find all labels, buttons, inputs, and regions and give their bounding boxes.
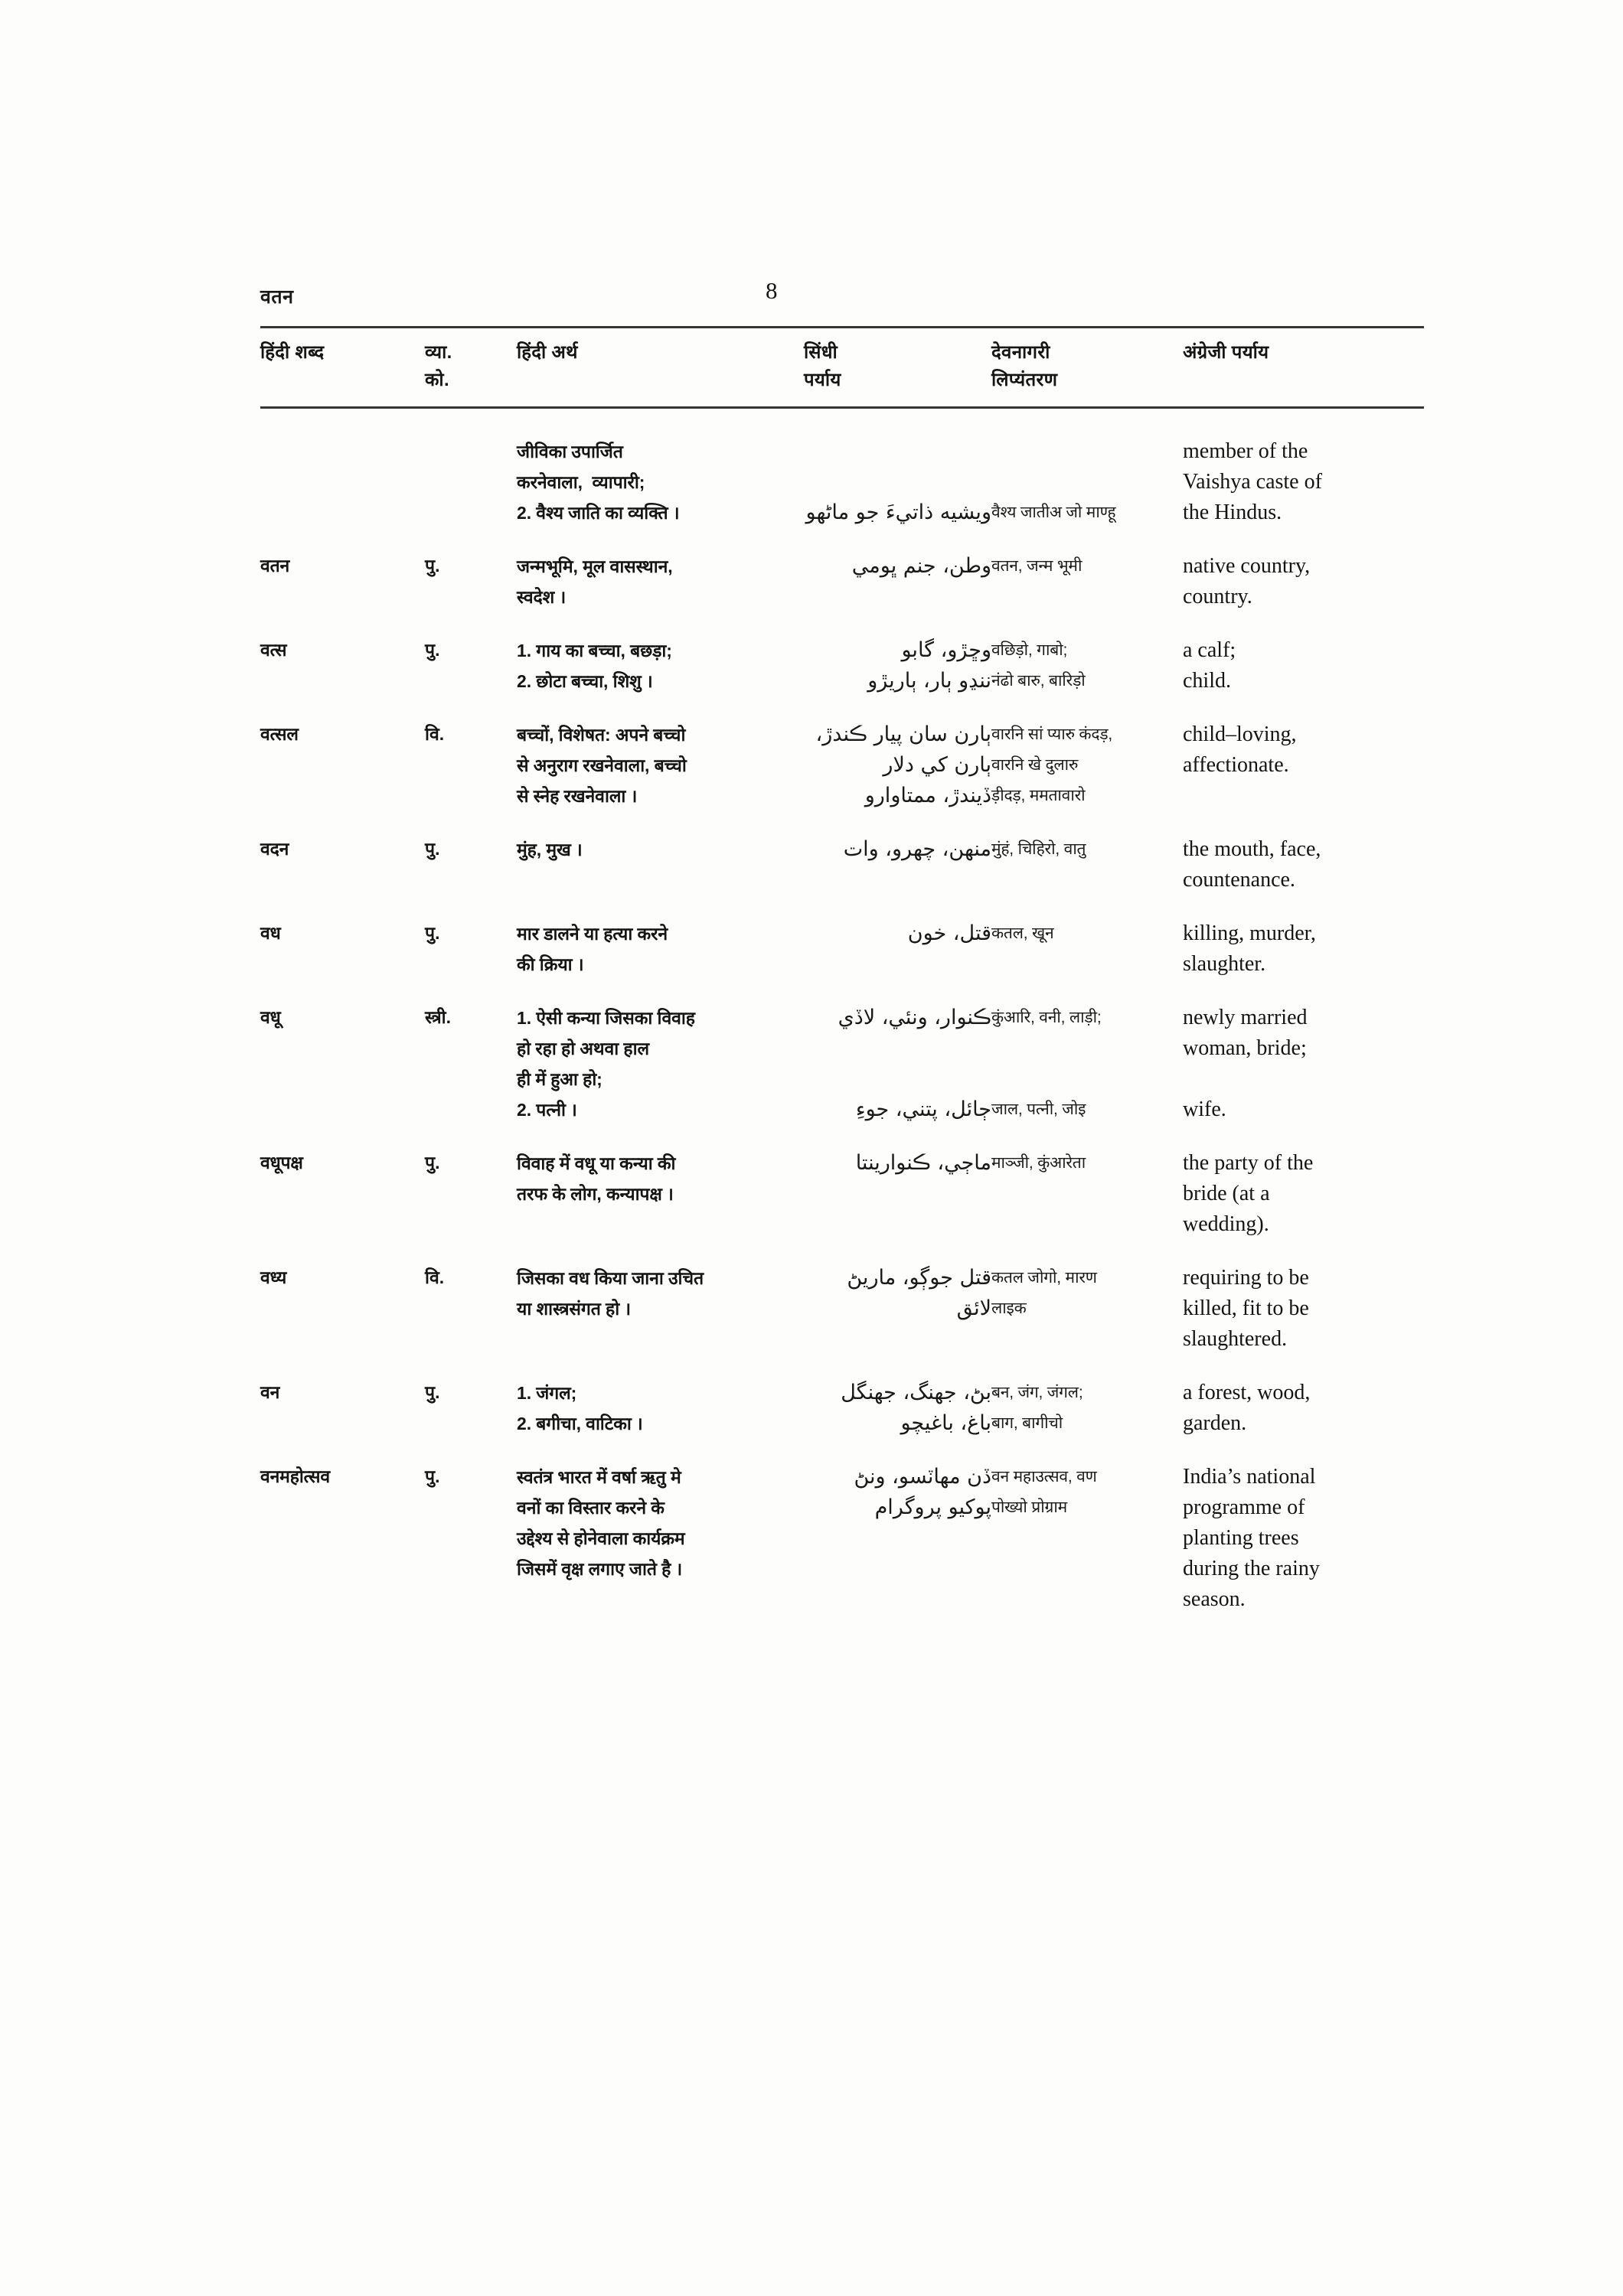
entry-sindhi-equivalent bbox=[804, 1003, 991, 1125]
entry-english-equivalent bbox=[1183, 1263, 1424, 1355]
entry-headword bbox=[260, 436, 425, 465]
meaning-line: या शास्त्रसंगत हो । bbox=[517, 1299, 632, 1319]
sindhi-line: وطن، جنم ڀومي bbox=[851, 554, 991, 578]
english-line: season. bbox=[1183, 1587, 1246, 1611]
entry-hindi-meaning bbox=[517, 635, 804, 696]
entry-hindi-meaning bbox=[517, 1003, 804, 1125]
devanagari-line: वतन, जन्म भूमी bbox=[991, 557, 1083, 575]
english-line: member of the bbox=[1183, 439, 1308, 463]
sindhi-line: ڪنوار، ونئي، لاڏي bbox=[838, 1006, 991, 1029]
meaning-line: स्वतंत्र भारत में वर्षा ऋतु मे bbox=[517, 1467, 681, 1487]
english-line: affectionate. bbox=[1183, 753, 1289, 777]
column-header-sindhi: सिंधी पर्याय bbox=[804, 342, 841, 390]
entry-devanagari-transliteration bbox=[991, 1003, 1183, 1125]
entry-hindi-meaning bbox=[517, 1462, 804, 1584]
meaning-line: जिसमें वृक्ष लगाए जाते है । bbox=[517, 1559, 683, 1579]
dictionary-entry bbox=[260, 1462, 1424, 1615]
entry-hindi-meaning bbox=[517, 719, 804, 811]
entry-devanagari-transliteration bbox=[991, 918, 1183, 949]
devanagari-line: वैश्य जातीअ जो माण्हू bbox=[991, 504, 1116, 521]
entry-headword: वध bbox=[260, 923, 281, 943]
entry-headword: वदन bbox=[260, 839, 289, 859]
entry-english-equivalent bbox=[1183, 1462, 1424, 1615]
meaning-line: वनों का विस्तार करने के bbox=[517, 1498, 665, 1518]
running-head bbox=[260, 277, 1424, 325]
page-content bbox=[260, 277, 1424, 1638]
english-line: the party of the bbox=[1183, 1151, 1314, 1175]
sindhi-line bbox=[804, 1033, 991, 1064]
catchword: वतन bbox=[260, 286, 294, 308]
dictionary-entry-list bbox=[260, 409, 1424, 1615]
table-header-row bbox=[260, 328, 1424, 402]
sindhi-line bbox=[804, 1064, 991, 1094]
english-line: the mouth, face, bbox=[1183, 837, 1321, 861]
entry-english-equivalent bbox=[1183, 436, 1424, 528]
entry-devanagari-transliteration bbox=[991, 1148, 1183, 1179]
dictionary-entry bbox=[260, 551, 1424, 612]
dictionary-entry bbox=[260, 1148, 1424, 1240]
entry-sindhi-equivalent bbox=[804, 719, 991, 811]
english-line: the Hindus. bbox=[1183, 501, 1282, 524]
page-number: 8 bbox=[766, 277, 778, 304]
devanagari-line: कतल जोगो, मारण bbox=[991, 1269, 1097, 1287]
entry-sindhi-equivalent bbox=[804, 1148, 991, 1179]
english-line: slaughter. bbox=[1183, 952, 1266, 976]
header-rule-top bbox=[260, 326, 1424, 328]
entry-english-equivalent bbox=[1183, 551, 1424, 612]
meaning-line: से अनुराग रखनेवाला, बच्चो bbox=[517, 755, 687, 775]
english-line: garden. bbox=[1183, 1411, 1247, 1435]
entry-headword: वधू bbox=[260, 1007, 281, 1027]
entry-english-equivalent bbox=[1183, 719, 1424, 781]
meaning-line: 1. जंगल; bbox=[517, 1383, 577, 1403]
entry-headword: वतन bbox=[260, 556, 290, 576]
entry-headword: वनमहोत्सव bbox=[260, 1466, 330, 1486]
entry-headword: वध्य bbox=[260, 1267, 287, 1287]
sindhi-line: قتل جوڳو، ماريڻ bbox=[847, 1266, 991, 1290]
entry-sindhi-equivalent bbox=[804, 635, 991, 696]
devanagari-line: बन, जंग, जंगल; bbox=[991, 1384, 1083, 1401]
sindhi-line: ننڍو ٻار، ٻاريڙو bbox=[867, 669, 991, 693]
column-header-devanagari-transliteration: देवनागरी लिप्यंतरण bbox=[991, 342, 1058, 390]
sindhi-line: وڇڙو، گابو bbox=[901, 638, 991, 662]
devanagari-line: वछिड़ो, गाबो; bbox=[991, 641, 1068, 659]
entry-grammar-label: पु. bbox=[425, 923, 440, 943]
meaning-line: ही में हुआ हो; bbox=[517, 1069, 603, 1089]
devanagari-line: लाइक bbox=[991, 1300, 1027, 1317]
column-header-english: अंग्रेजी पर्याय bbox=[1183, 342, 1269, 363]
entry-headword: वन bbox=[260, 1382, 280, 1402]
english-line bbox=[1183, 1064, 1424, 1094]
entry-english-equivalent bbox=[1183, 635, 1424, 696]
meaning-line: तरफ के लोग, कन्यापक्ष । bbox=[517, 1184, 674, 1204]
entry-hindi-meaning bbox=[517, 834, 804, 865]
entry-headword: वधूपक्ष bbox=[260, 1153, 303, 1172]
meaning-line: 1. ऐसी कन्या जिसका विवाह bbox=[517, 1008, 695, 1028]
meaning-line: 1. गाय का बच्चा, बछड़ा; bbox=[517, 641, 672, 660]
english-line: woman, bride; bbox=[1183, 1036, 1307, 1060]
meaning-line: स्वदेश । bbox=[517, 587, 567, 607]
devanagari-line: मुंहं, चिहिरो, वातु bbox=[991, 840, 1086, 858]
english-line: a calf; bbox=[1183, 638, 1236, 662]
devanagari-line: नंढो बारु, बारिड़ो bbox=[991, 672, 1086, 690]
english-line: bride (at a bbox=[1183, 1182, 1270, 1205]
entry-hindi-meaning bbox=[517, 1263, 804, 1324]
meaning-line: से स्नेह रखनेवाला । bbox=[517, 786, 638, 806]
entry-headword: वत्स bbox=[260, 640, 287, 660]
entry-devanagari-transliteration bbox=[991, 1378, 1183, 1439]
devanagari-line bbox=[991, 467, 1183, 497]
devanagari-line: ड़ीदड़, ममतावारो bbox=[991, 787, 1086, 804]
entry-sindhi-equivalent bbox=[804, 1462, 991, 1523]
english-line: requiring to be bbox=[1183, 1266, 1309, 1290]
sindhi-line: ڄائل، پتني، جوءِ bbox=[855, 1097, 991, 1121]
sindhi-line: منهن، چهرو، وات bbox=[843, 837, 991, 861]
dictionary-entry bbox=[260, 918, 1424, 980]
entry-hindi-meaning bbox=[517, 1148, 804, 1209]
entry-headword: वत्सल bbox=[260, 724, 299, 744]
devanagari-line: वारनि सां प्यारु कंदड़, bbox=[991, 726, 1112, 743]
english-line: wedding). bbox=[1183, 1212, 1269, 1236]
entry-english-equivalent bbox=[1183, 834, 1424, 895]
english-line: a forest, wood, bbox=[1183, 1381, 1311, 1404]
dictionary-entry bbox=[260, 1263, 1424, 1355]
entry-sindhi-equivalent bbox=[804, 1378, 991, 1439]
dictionary-entry bbox=[260, 635, 1424, 696]
meaning-line: जन्मभूमि, मूल वासस्थान, bbox=[517, 556, 673, 576]
devanagari-line: पोख्यो प्रोग्राम bbox=[991, 1499, 1067, 1516]
entry-grammar-label: पु. bbox=[425, 640, 440, 660]
english-line: during the rainy bbox=[1183, 1557, 1320, 1580]
entry-hindi-meaning bbox=[517, 918, 804, 980]
entry-english-equivalent bbox=[1183, 1148, 1424, 1240]
entry-devanagari-transliteration bbox=[991, 1462, 1183, 1523]
sindhi-line: ماڄي، ڪنوارينتا bbox=[855, 1151, 991, 1175]
english-line: newly married bbox=[1183, 1006, 1308, 1029]
entry-english-equivalent bbox=[1183, 1378, 1424, 1439]
sindhi-line: ڏيندڙ، ممتاوارو bbox=[864, 784, 991, 807]
sindhi-line: پوکيو پروگرام bbox=[874, 1495, 991, 1519]
english-line: child–loving, bbox=[1183, 722, 1297, 746]
dictionary-entry bbox=[260, 719, 1424, 811]
entry-devanagari-transliteration bbox=[991, 551, 1183, 582]
meaning-line: जिसका वध किया जाना उचित bbox=[517, 1268, 704, 1288]
devanagari-line bbox=[991, 1033, 1183, 1064]
english-line: programme of bbox=[1183, 1495, 1305, 1519]
english-line: country. bbox=[1183, 585, 1252, 608]
sindhi-line: قتل، خون bbox=[907, 921, 991, 945]
entry-sindhi-equivalent bbox=[804, 918, 991, 949]
sindhi-line: ويشيه ذاتيءَ جو ماڻهو bbox=[805, 501, 991, 524]
meaning-line: 2. पत्नी । bbox=[517, 1100, 577, 1120]
entry-sindhi-equivalent bbox=[804, 834, 991, 865]
sindhi-line: ڏن مهاٽسو، ونڻ bbox=[854, 1465, 991, 1489]
devanagari-line: माञ्जी, कुंआरेता bbox=[991, 1154, 1086, 1172]
entry-grammar-label bbox=[425, 436, 517, 465]
entry-sindhi-equivalent bbox=[804, 551, 991, 582]
english-line: child. bbox=[1183, 669, 1231, 693]
entry-hindi-meaning bbox=[517, 1378, 804, 1439]
entry-grammar-label: स्त्री. bbox=[425, 1007, 451, 1027]
meaning-line: की क्रिया । bbox=[517, 954, 584, 974]
devanagari-line bbox=[991, 1064, 1183, 1094]
meaning-line: बच्चों, विशेषत: अपने बच्चो bbox=[517, 725, 686, 745]
meaning-line: हो रहा हो अथवा हाल bbox=[517, 1039, 649, 1058]
sindhi-line bbox=[804, 467, 991, 497]
dictionary-entry bbox=[260, 436, 1424, 528]
entry-english-equivalent bbox=[1183, 1003, 1424, 1125]
dictionary-entry bbox=[260, 834, 1424, 895]
sindhi-line bbox=[804, 436, 991, 467]
entry-sindhi-equivalent bbox=[804, 1263, 991, 1324]
entry-devanagari-transliteration bbox=[991, 719, 1183, 811]
entry-hindi-meaning bbox=[517, 551, 804, 612]
meaning-line: विवाह में वधू या कन्या की bbox=[517, 1153, 676, 1173]
entry-grammar-label: पु. bbox=[425, 556, 440, 576]
devanagari-line: वारनि खे दुलारु bbox=[991, 756, 1079, 774]
entry-grammar-label: पु. bbox=[425, 839, 440, 859]
entry-devanagari-transliteration bbox=[991, 436, 1183, 528]
sindhi-line: باغ، باغيچو bbox=[900, 1411, 991, 1435]
sindhi-line: ٻارن کي دلار bbox=[883, 753, 991, 777]
meaning-line: करनेवाला, व्यापारी; bbox=[517, 472, 645, 492]
devanagari-line: कतल, खून bbox=[991, 925, 1054, 942]
sindhi-line: بڻ، جهنگ، جهنگل bbox=[841, 1381, 991, 1404]
english-line: planting trees bbox=[1183, 1526, 1299, 1550]
devanagari-line: बाग, बागीचो bbox=[991, 1414, 1063, 1432]
entry-grammar-label: वि. bbox=[425, 1267, 445, 1287]
english-line: killed, fit to be bbox=[1183, 1296, 1309, 1320]
entry-devanagari-transliteration bbox=[991, 635, 1183, 696]
sindhi-line: لائق bbox=[956, 1296, 991, 1320]
meaning-line: उद्देश्य से होनेवाला कार्यक्रम bbox=[517, 1528, 685, 1548]
dictionary-entry bbox=[260, 1378, 1424, 1439]
devanagari-line: कुंआरि, वनी, लाड़ी; bbox=[991, 1009, 1102, 1026]
meaning-line: मार डालने या हत्या करने bbox=[517, 924, 668, 944]
devanagari-line bbox=[991, 436, 1183, 467]
meaning-line: 2. वैश्य जाति का व्यक्ति । bbox=[517, 503, 680, 523]
english-line: killing, murder, bbox=[1183, 921, 1316, 945]
entry-grammar-label: वि. bbox=[425, 724, 445, 744]
header-rule-bottom bbox=[260, 406, 1424, 409]
english-line: Vaishya caste of bbox=[1183, 470, 1322, 494]
entry-grammar-label: पु. bbox=[425, 1466, 440, 1486]
meaning-line: 2. बगीचा, वाटिका । bbox=[517, 1414, 643, 1433]
english-line: countenance. bbox=[1183, 868, 1295, 892]
entry-devanagari-transliteration bbox=[991, 1263, 1183, 1324]
entry-grammar-label: पु. bbox=[425, 1382, 440, 1402]
devanagari-line: जाल, पत्नी, जोइ bbox=[991, 1101, 1086, 1118]
sindhi-line: ٻارن سان پيار ڪندڙ، bbox=[815, 722, 991, 746]
meaning-line: 2. छोटा बच्चा, शिशु । bbox=[517, 671, 653, 691]
entry-english-equivalent bbox=[1183, 918, 1424, 980]
meaning-line: मुंह, मुख । bbox=[517, 840, 583, 859]
english-line: native country, bbox=[1183, 554, 1311, 578]
column-header-grammar: व्या. को. bbox=[425, 342, 452, 390]
entry-hindi-meaning bbox=[517, 436, 804, 528]
entry-sindhi-equivalent bbox=[804, 436, 991, 528]
meaning-line: जीविका उपार्जित bbox=[517, 442, 623, 461]
dictionary-entry bbox=[260, 1003, 1424, 1125]
english-line: wife. bbox=[1183, 1097, 1226, 1121]
entry-grammar-label: पु. bbox=[425, 1153, 440, 1172]
english-line: India’s national bbox=[1183, 1465, 1316, 1489]
english-line: slaughtered. bbox=[1183, 1327, 1288, 1351]
devanagari-line: वन महाउत्सव, वण bbox=[991, 1468, 1097, 1486]
column-header-hindi-word: हिंदी शब्द bbox=[260, 342, 325, 363]
column-header-hindi-meaning: हिंदी अर्थ bbox=[517, 342, 578, 363]
entry-devanagari-transliteration bbox=[991, 834, 1183, 865]
